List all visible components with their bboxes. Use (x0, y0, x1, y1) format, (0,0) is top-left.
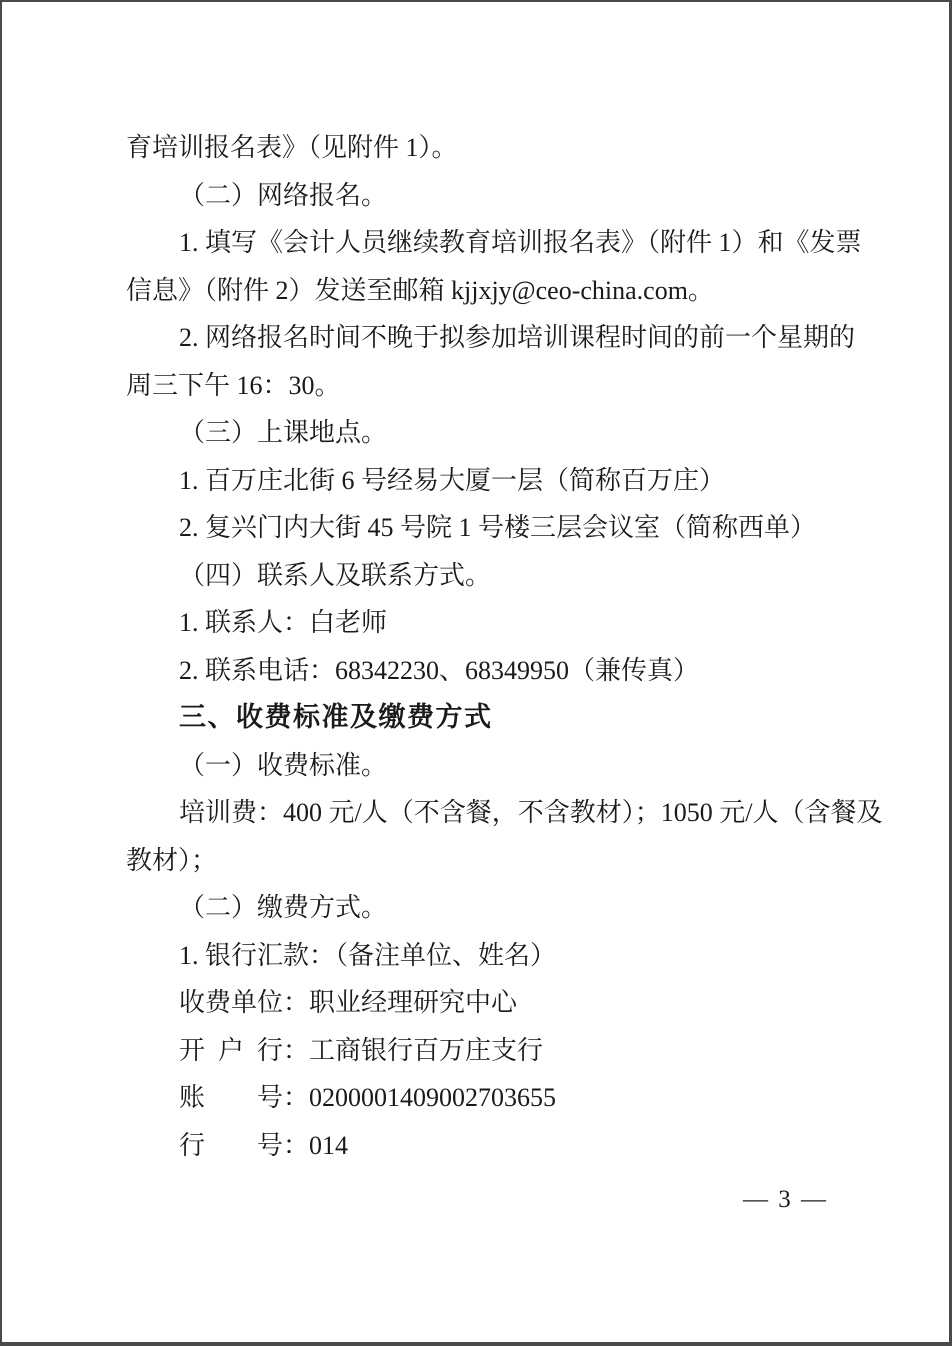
doc-line: 育培训报名表》（见附件 1）。 (126, 133, 458, 162)
doc-line: 1. 银行汇款：（备注单位、姓名） (179, 940, 557, 970)
doc-line: 教材）； (126, 845, 218, 875)
doc-line: 开 户 行：工商银行百万庄支行 (179, 1035, 544, 1065)
doc-line: （二）网络报名。 (179, 180, 388, 210)
doc-line: 1. 联系人：白老师 (179, 608, 388, 637)
doc-line: 收费单位：职业经理研究中心 (179, 988, 518, 1017)
doc-line: 1. 填写《会计人员继续教育培训报名表》（附件 1）和《发票 (179, 228, 862, 257)
doc-line: （三）上课地点。 (179, 418, 388, 447)
doc-line: （四）联系人及联系方式。 (179, 560, 492, 590)
doc-line: 周三下午 16：30。 (126, 370, 341, 400)
doc-line: （二）缴费方式。 (179, 893, 388, 922)
doc-line: 2. 联系电话：68342230、68349950（兼传真） (179, 655, 700, 685)
doc-line: 2. 复兴门内大街 45 号院 1 号楼三层会议室（简称西单） (179, 513, 817, 542)
document-body (126, 124, 883, 1169)
doc-line: 培训费：400 元/人（不含餐，不含教材）；1050 元/人（含餐及 (179, 798, 883, 827)
doc-line: 信息》（附件 2）发送至邮箱 kjjxjy@ceo-china.com。 (126, 275, 714, 305)
doc-line: （一）收费标准。 (179, 750, 388, 780)
doc-line: 1. 百万庄北街 6 号经易大厦一层（简称百万庄） (179, 465, 726, 495)
doc-line: 行 号：014 (179, 1130, 349, 1160)
doc-line: 账 号：0200001409002703655 (179, 1083, 557, 1112)
section-heading: 三、收费标准及缴费方式 (179, 702, 493, 732)
page-number: — 3 — (743, 1186, 828, 1213)
doc-line: 2. 网络报名时间不晚于拟参加培训课程时间的前一个星期的 (179, 323, 856, 352)
